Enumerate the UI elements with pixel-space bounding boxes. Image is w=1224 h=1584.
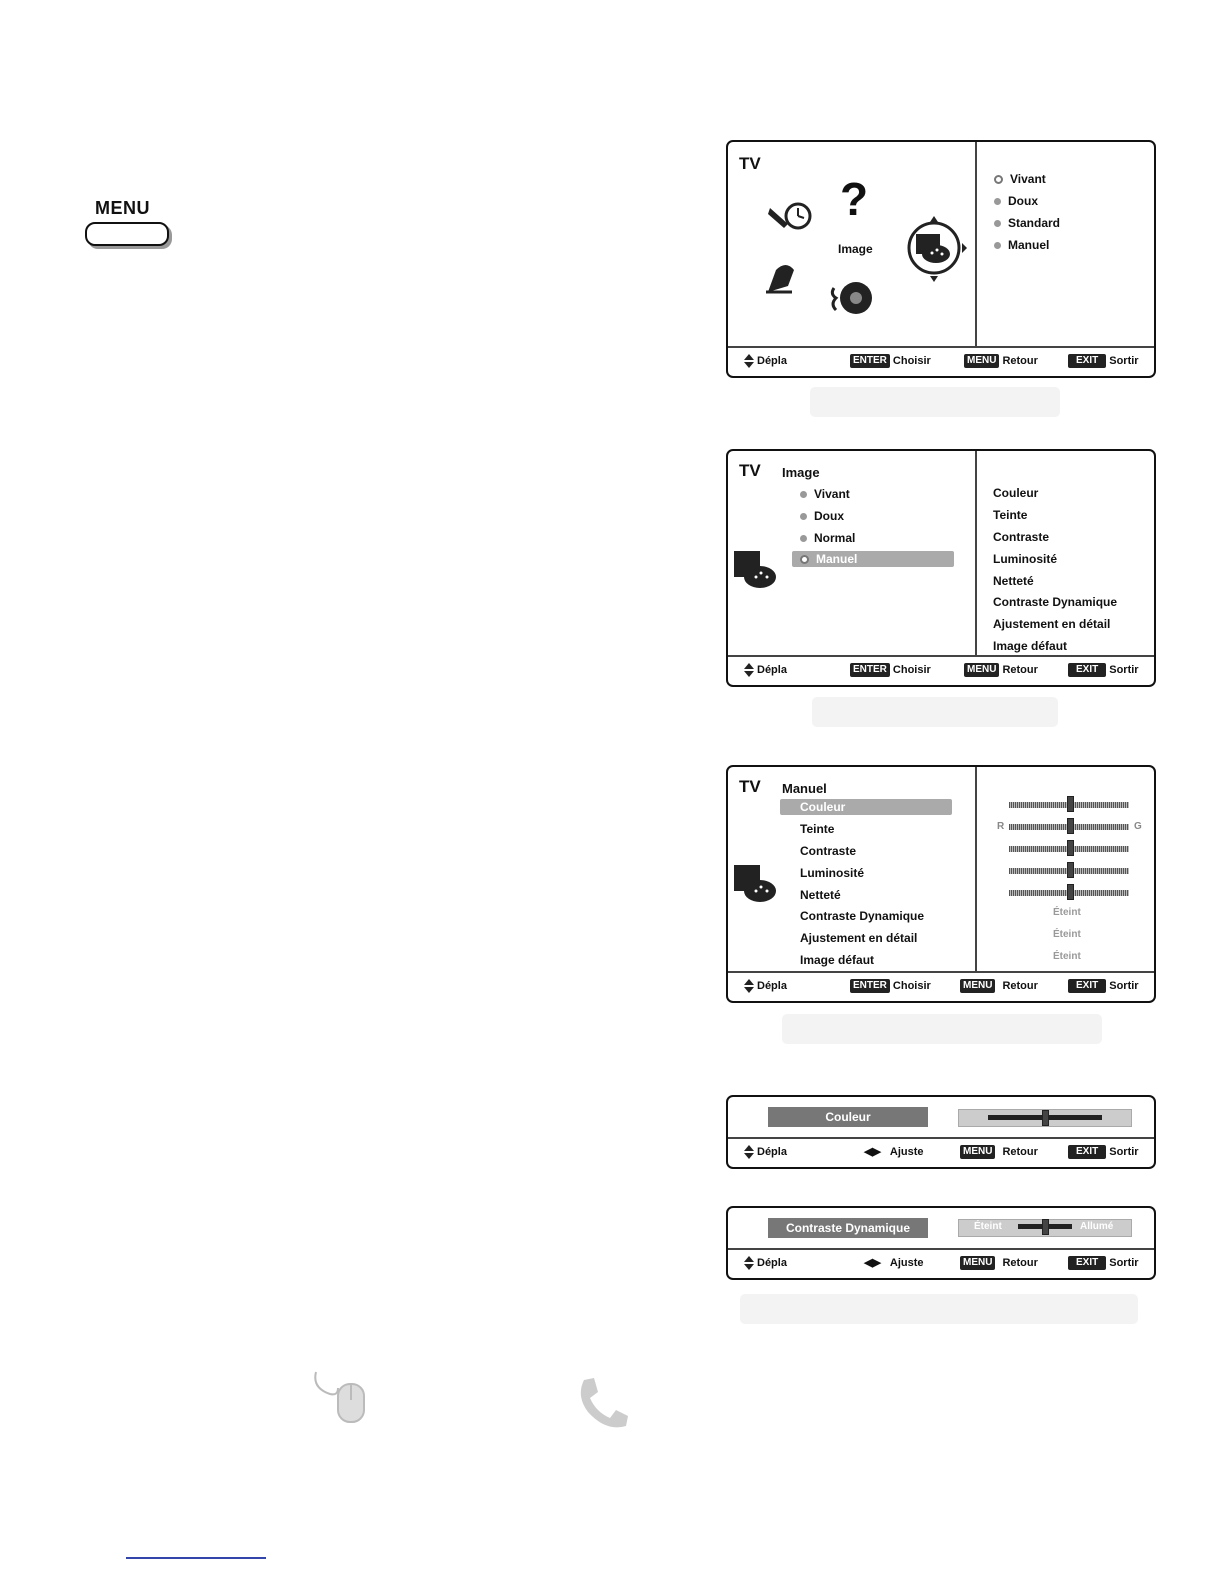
osd-footer: Dépla ◀▶ Ajuste MENU Retour EXIT Sortir: [728, 1248, 1154, 1278]
option-standard[interactable]: Standard: [994, 216, 1060, 230]
help-icon[interactable]: ?: [840, 173, 869, 225]
tv-title: TV: [739, 777, 761, 796]
picture-selected-icon[interactable]: [904, 214, 968, 284]
mode-manuel[interactable]: Manuel: [800, 552, 857, 566]
option-manuel[interactable]: Manuel: [994, 238, 1049, 252]
osd-footer: Dépla ENTER Choisir MENU Retour EXIT Sortir: [728, 971, 1154, 1001]
osd-screen-image: [726, 449, 1156, 687]
footer-link-underline: [126, 1557, 266, 1559]
setting-nettete[interactable]: Netteté: [993, 574, 1034, 588]
setting-teinte[interactable]: Teinte: [993, 508, 1028, 522]
slider-knob[interactable]: [1067, 884, 1074, 900]
center-label: Image: [838, 242, 873, 256]
setting-contraste[interactable]: Contraste: [993, 530, 1050, 544]
setting-couleur[interactable]: Couleur: [993, 486, 1039, 500]
setting-teinte[interactable]: Teinte: [800, 822, 835, 836]
value-image-defaut: Éteint: [1053, 951, 1081, 962]
setting-luminosite[interactable]: Luminosité: [993, 552, 1058, 566]
setting-nettete[interactable]: Netteté: [800, 888, 841, 902]
tint-label-r: R: [997, 821, 1005, 832]
toggle-off-label: Éteint: [974, 1221, 1002, 1232]
osd-screen-main-menu: [726, 140, 1156, 378]
toggle-on-label: Allumé: [1080, 1221, 1114, 1232]
setting-image-defaut[interactable]: Image défaut: [800, 953, 875, 967]
tv-title: TV: [739, 154, 761, 173]
mouse-icon: [312, 1368, 372, 1428]
osd-screen-manuel: [726, 765, 1156, 1003]
setting-ajustement-detail[interactable]: Ajustement en détail: [993, 617, 1111, 631]
sound-speaker-icon[interactable]: [828, 278, 876, 318]
mode-vivant[interactable]: Vivant: [800, 487, 850, 501]
left-right-icon: ◀▶: [864, 1257, 881, 1269]
value-contraste-dynamique: Éteint: [1053, 907, 1081, 918]
value-ajustement-detail: Éteint: [1053, 929, 1081, 940]
mode-doux[interactable]: Doux: [800, 509, 844, 523]
bar-label: Contraste Dynamique: [768, 1218, 928, 1238]
menu-title: Image: [782, 465, 820, 480]
updown-icon: [744, 663, 754, 677]
tv-title: TV: [739, 461, 761, 480]
picture-icon: [734, 863, 778, 905]
divider: [975, 767, 977, 973]
divider: [975, 142, 977, 348]
updown-icon: [744, 1256, 754, 1270]
setup-clock-icon[interactable]: [766, 194, 816, 238]
left-right-icon: ◀▶: [864, 1146, 881, 1158]
osd-bar-contraste-dynamique: [726, 1206, 1156, 1280]
bar-slider-knob[interactable]: [1042, 1110, 1049, 1126]
picture-icon: [734, 549, 778, 591]
tint-label-g: G: [1134, 821, 1142, 832]
channel-antenna-icon[interactable]: [762, 256, 798, 296]
osd-footer: Dépla ENTER Choisir MENU Retour EXIT Sortir: [728, 655, 1154, 685]
osd-footer: Dépla ◀▶ Ajuste MENU Retour EXIT Sortir: [728, 1137, 1154, 1167]
setting-ajustement-detail[interactable]: Ajustement en détail: [800, 931, 918, 945]
slider-knob[interactable]: [1067, 796, 1074, 812]
divider: [975, 451, 977, 657]
slider-knob[interactable]: [1067, 840, 1074, 856]
updown-icon: [744, 354, 754, 368]
caption-placeholder: [740, 1294, 1138, 1324]
caption-placeholder: [810, 387, 1060, 417]
setting-contraste-dynamique[interactable]: Contraste Dynamique: [993, 595, 1118, 609]
setting-image-defaut[interactable]: Image défaut: [993, 639, 1068, 653]
setting-contraste-dynamique[interactable]: Contraste Dynamique: [800, 909, 925, 923]
osd-bar-couleur: [726, 1095, 1156, 1169]
setting-luminosite[interactable]: Luminosité: [800, 866, 865, 880]
remote-menu-label: MENU: [95, 198, 150, 218]
osd-footer: Dépla ENTER Choisir MENU Retour EXIT Sortir: [728, 346, 1154, 376]
updown-icon: [744, 979, 754, 993]
mode-normal[interactable]: Normal: [800, 531, 855, 545]
toggle-knob[interactable]: [1042, 1219, 1049, 1235]
caption-placeholder: [812, 697, 1058, 727]
slider-knob[interactable]: [1067, 818, 1074, 834]
menu-title: Manuel: [782, 781, 827, 796]
phone-icon: [576, 1376, 630, 1432]
setting-couleur[interactable]: Couleur: [800, 800, 846, 814]
bar-label: Couleur: [768, 1107, 928, 1127]
caption-placeholder: [782, 1014, 1102, 1044]
option-doux[interactable]: Doux: [994, 194, 1038, 208]
slider-knob[interactable]: [1067, 862, 1074, 878]
setting-contraste[interactable]: Contraste: [800, 844, 857, 858]
updown-icon: [744, 1145, 754, 1159]
remote-menu-button[interactable]: [85, 222, 169, 246]
option-vivant[interactable]: Vivant: [994, 172, 1046, 186]
